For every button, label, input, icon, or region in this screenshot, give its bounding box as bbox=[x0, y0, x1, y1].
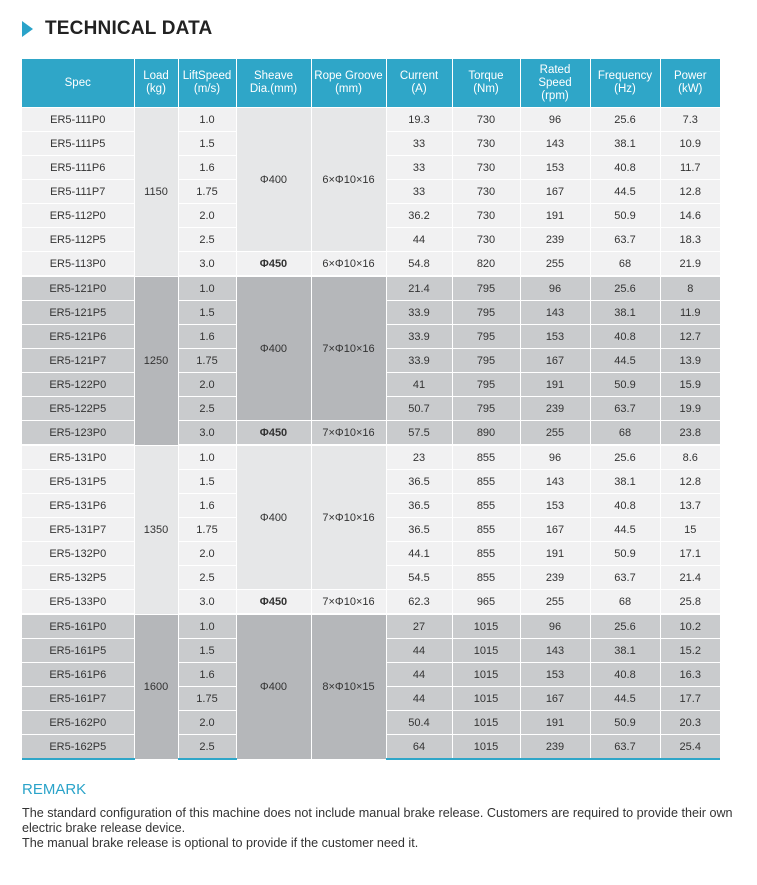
rated-speed-cell: 96 bbox=[520, 108, 590, 132]
load-cell: 1250 bbox=[134, 276, 178, 445]
torque-cell: 730 bbox=[452, 204, 520, 228]
frequency-cell: 40.8 bbox=[590, 494, 660, 518]
torque-cell: 795 bbox=[452, 373, 520, 397]
spec-cell: ER5-131P0 bbox=[22, 445, 134, 470]
power-cell: 19.9 bbox=[660, 397, 720, 421]
power-cell: 16.3 bbox=[660, 663, 720, 687]
lift-speed-cell: 1.75 bbox=[178, 518, 236, 542]
lift-speed-cell: 1.6 bbox=[178, 663, 236, 687]
frequency-cell: 50.9 bbox=[590, 711, 660, 735]
rated-speed-cell: 167 bbox=[520, 687, 590, 711]
rope-groove-cell: 7×Φ10×16 bbox=[311, 445, 386, 590]
sheave-cell: Φ450 bbox=[236, 421, 311, 446]
rope-groove-cell: 6×Φ10×16 bbox=[311, 252, 386, 277]
rated-speed-cell: 153 bbox=[520, 663, 590, 687]
current-cell: 33 bbox=[386, 132, 452, 156]
table-row bbox=[22, 445, 720, 470]
rope-groove-cell: 6×Φ10×16 bbox=[311, 108, 386, 252]
current-cell: 33.9 bbox=[386, 349, 452, 373]
sheave-cell: Φ400 bbox=[236, 108, 311, 252]
power-cell: 15.9 bbox=[660, 373, 720, 397]
frequency-cell: 38.1 bbox=[590, 639, 660, 663]
sheave-cell: Φ400 bbox=[236, 276, 311, 421]
col-header-rated-speed: Rated Speed (rpm) bbox=[520, 59, 590, 108]
table-row bbox=[22, 590, 720, 615]
frequency-cell: 44.5 bbox=[590, 518, 660, 542]
lift-speed-cell: 2.5 bbox=[178, 397, 236, 421]
lift-speed-cell: 1.75 bbox=[178, 687, 236, 711]
spec-cell: ER5-133P0 bbox=[22, 590, 134, 615]
table-body bbox=[22, 108, 720, 760]
rated-speed-cell: 96 bbox=[520, 614, 590, 639]
spec-cell: ER5-161P6 bbox=[22, 663, 134, 687]
power-cell: 15 bbox=[660, 518, 720, 542]
rated-speed-cell: 167 bbox=[520, 180, 590, 204]
current-cell: 33 bbox=[386, 156, 452, 180]
power-cell: 25.4 bbox=[660, 735, 720, 760]
rated-speed-cell: 167 bbox=[520, 518, 590, 542]
spec-cell: ER5-131P5 bbox=[22, 470, 134, 494]
frequency-cell: 40.8 bbox=[590, 325, 660, 349]
spec-cell: ER5-121P5 bbox=[22, 301, 134, 325]
table-row bbox=[22, 108, 720, 132]
power-cell: 7.3 bbox=[660, 108, 720, 132]
rated-speed-cell: 255 bbox=[520, 252, 590, 277]
current-cell: 54.8 bbox=[386, 252, 452, 277]
rated-speed-cell: 153 bbox=[520, 156, 590, 180]
rated-speed-cell: 191 bbox=[520, 373, 590, 397]
current-cell: 44 bbox=[386, 663, 452, 687]
load-cell: 1350 bbox=[134, 445, 178, 614]
sheave-cell: Φ400 bbox=[236, 614, 311, 759]
torque-cell: 855 bbox=[452, 494, 520, 518]
rope-groove-cell: 7×Φ10×16 bbox=[311, 590, 386, 615]
rated-speed-cell: 96 bbox=[520, 276, 590, 301]
spec-cell: ER5-161P7 bbox=[22, 687, 134, 711]
torque-cell: 855 bbox=[452, 518, 520, 542]
spec-cell: ER5-123P0 bbox=[22, 421, 134, 446]
lift-speed-cell: 1.5 bbox=[178, 301, 236, 325]
rated-speed-cell: 143 bbox=[520, 470, 590, 494]
rope-groove-cell: 8×Φ10×15 bbox=[311, 614, 386, 759]
power-cell: 10.2 bbox=[660, 614, 720, 639]
lift-speed-cell: 1.6 bbox=[178, 325, 236, 349]
power-cell: 8.6 bbox=[660, 445, 720, 470]
col-header-spec: Spec bbox=[22, 59, 134, 108]
current-cell: 36.2 bbox=[386, 204, 452, 228]
current-cell: 23 bbox=[386, 445, 452, 470]
current-cell: 50.4 bbox=[386, 711, 452, 735]
rated-speed-cell: 96 bbox=[520, 445, 590, 470]
power-cell: 12.8 bbox=[660, 180, 720, 204]
technical-data-table bbox=[22, 59, 720, 760]
section-header bbox=[22, 14, 212, 44]
lift-speed-cell: 2.5 bbox=[178, 228, 236, 252]
remark-text bbox=[22, 806, 734, 851]
frequency-cell: 50.9 bbox=[590, 373, 660, 397]
frequency-cell: 38.1 bbox=[590, 301, 660, 325]
torque-cell: 795 bbox=[452, 276, 520, 301]
sheave-cell: Φ450 bbox=[236, 590, 311, 615]
frequency-cell: 25.6 bbox=[590, 276, 660, 301]
page-title: TECHNICAL DATA bbox=[45, 18, 213, 39]
power-cell: 21.4 bbox=[660, 566, 720, 590]
spec-cell: ER5-161P5 bbox=[22, 639, 134, 663]
col-header-torque: Torque (Nm) bbox=[452, 59, 520, 108]
frequency-cell: 25.6 bbox=[590, 108, 660, 132]
torque-cell: 795 bbox=[452, 325, 520, 349]
table-row bbox=[22, 252, 720, 277]
rated-speed-cell: 239 bbox=[520, 566, 590, 590]
frequency-cell: 38.1 bbox=[590, 132, 660, 156]
load-cell: 1150 bbox=[134, 108, 178, 277]
remark-title: REMARK bbox=[22, 781, 87, 798]
current-cell: 36.5 bbox=[386, 494, 452, 518]
torque-cell: 965 bbox=[452, 590, 520, 615]
lift-speed-cell: 1.0 bbox=[178, 108, 236, 132]
spec-cell: ER5-131P6 bbox=[22, 494, 134, 518]
spec-cell: ER5-131P7 bbox=[22, 518, 134, 542]
load-cell: 1600 bbox=[134, 614, 178, 759]
rated-speed-cell: 255 bbox=[520, 590, 590, 615]
spec-cell: ER5-122P0 bbox=[22, 373, 134, 397]
current-cell: 62.3 bbox=[386, 590, 452, 615]
frequency-cell: 44.5 bbox=[590, 349, 660, 373]
frequency-cell: 63.7 bbox=[590, 397, 660, 421]
power-cell: 12.8 bbox=[660, 470, 720, 494]
lift-speed-cell: 2.0 bbox=[178, 542, 236, 566]
power-cell: 18.3 bbox=[660, 228, 720, 252]
frequency-cell: 38.1 bbox=[590, 470, 660, 494]
power-cell: 20.3 bbox=[660, 711, 720, 735]
lift-speed-cell: 2.5 bbox=[178, 735, 236, 760]
arrow-right-icon bbox=[22, 21, 33, 37]
power-cell: 14.6 bbox=[660, 204, 720, 228]
power-cell: 25.8 bbox=[660, 590, 720, 615]
col-header-sheave-diameter: Sheave Dia.(mm) bbox=[236, 59, 311, 108]
lift-speed-cell: 1.0 bbox=[178, 276, 236, 301]
sheave-cell: Φ400 bbox=[236, 445, 311, 590]
torque-cell: 730 bbox=[452, 156, 520, 180]
torque-cell: 730 bbox=[452, 108, 520, 132]
frequency-cell: 50.9 bbox=[590, 542, 660, 566]
current-cell: 50.7 bbox=[386, 397, 452, 421]
lift-speed-cell: 1.0 bbox=[178, 445, 236, 470]
col-header-power: Power (kW) bbox=[660, 59, 720, 108]
frequency-cell: 68 bbox=[590, 252, 660, 277]
col-header-frequency: Frequency (Hz) bbox=[590, 59, 660, 108]
table-header-row bbox=[22, 59, 720, 108]
current-cell: 21.4 bbox=[386, 276, 452, 301]
power-cell: 12.7 bbox=[660, 325, 720, 349]
rated-speed-cell: 239 bbox=[520, 397, 590, 421]
frequency-cell: 63.7 bbox=[590, 228, 660, 252]
current-cell: 33.9 bbox=[386, 325, 452, 349]
frequency-cell: 44.5 bbox=[590, 180, 660, 204]
spec-cell: ER5-111P7 bbox=[22, 180, 134, 204]
lift-speed-cell: 1.0 bbox=[178, 614, 236, 639]
current-cell: 33 bbox=[386, 180, 452, 204]
rated-speed-cell: 239 bbox=[520, 735, 590, 760]
power-cell: 11.9 bbox=[660, 301, 720, 325]
rated-speed-cell: 191 bbox=[520, 204, 590, 228]
current-cell: 41 bbox=[386, 373, 452, 397]
rated-speed-cell: 167 bbox=[520, 349, 590, 373]
lift-speed-cell: 3.0 bbox=[178, 590, 236, 615]
torque-cell: 795 bbox=[452, 349, 520, 373]
power-cell: 13.9 bbox=[660, 349, 720, 373]
lift-speed-cell: 1.75 bbox=[178, 180, 236, 204]
torque-cell: 730 bbox=[452, 180, 520, 204]
rated-speed-cell: 191 bbox=[520, 711, 590, 735]
rope-groove-cell: 7×Φ10×16 bbox=[311, 421, 386, 446]
lift-speed-cell: 1.5 bbox=[178, 132, 236, 156]
frequency-cell: 40.8 bbox=[590, 156, 660, 180]
rope-groove-cell: 7×Φ10×16 bbox=[311, 276, 386, 421]
lift-speed-cell: 2.0 bbox=[178, 711, 236, 735]
spec-cell: ER5-161P0 bbox=[22, 614, 134, 639]
lift-speed-cell: 1.6 bbox=[178, 156, 236, 180]
power-cell: 23.8 bbox=[660, 421, 720, 446]
rated-speed-cell: 191 bbox=[520, 542, 590, 566]
torque-cell: 1015 bbox=[452, 614, 520, 639]
lift-speed-cell: 2.0 bbox=[178, 373, 236, 397]
spec-cell: ER5-112P5 bbox=[22, 228, 134, 252]
spec-cell: ER5-121P0 bbox=[22, 276, 134, 301]
torque-cell: 730 bbox=[452, 132, 520, 156]
current-cell: 44 bbox=[386, 687, 452, 711]
frequency-cell: 25.6 bbox=[590, 614, 660, 639]
torque-cell: 1015 bbox=[452, 735, 520, 760]
current-cell: 54.5 bbox=[386, 566, 452, 590]
torque-cell: 795 bbox=[452, 397, 520, 421]
frequency-cell: 40.8 bbox=[590, 663, 660, 687]
torque-cell: 855 bbox=[452, 542, 520, 566]
power-cell: 8 bbox=[660, 276, 720, 301]
lift-speed-cell: 3.0 bbox=[178, 252, 236, 277]
frequency-cell: 50.9 bbox=[590, 204, 660, 228]
rated-speed-cell: 143 bbox=[520, 132, 590, 156]
current-cell: 36.5 bbox=[386, 518, 452, 542]
sheave-cell: Φ450 bbox=[236, 252, 311, 277]
current-cell: 64 bbox=[386, 735, 452, 760]
lift-speed-cell: 1.75 bbox=[178, 349, 236, 373]
current-cell: 44.1 bbox=[386, 542, 452, 566]
spec-cell: ER5-111P0 bbox=[22, 108, 134, 132]
lift-speed-cell: 3.0 bbox=[178, 421, 236, 446]
spec-cell: ER5-162P0 bbox=[22, 711, 134, 735]
spec-cell: ER5-122P5 bbox=[22, 397, 134, 421]
torque-cell: 1015 bbox=[452, 711, 520, 735]
torque-cell: 1015 bbox=[452, 663, 520, 687]
lift-speed-cell: 1.5 bbox=[178, 470, 236, 494]
table-row bbox=[22, 276, 720, 301]
power-cell: 11.7 bbox=[660, 156, 720, 180]
table-row bbox=[22, 421, 720, 446]
spec-cell: ER5-112P0 bbox=[22, 204, 134, 228]
lift-speed-cell: 1.5 bbox=[178, 639, 236, 663]
current-cell: 44 bbox=[386, 639, 452, 663]
col-header-lift-speed: LiftSpeed (m/s) bbox=[178, 59, 236, 108]
torque-cell: 795 bbox=[452, 301, 520, 325]
lift-speed-cell: 2.0 bbox=[178, 204, 236, 228]
torque-cell: 820 bbox=[452, 252, 520, 277]
frequency-cell: 63.7 bbox=[590, 566, 660, 590]
torque-cell: 1015 bbox=[452, 639, 520, 663]
spec-cell: ER5-132P0 bbox=[22, 542, 134, 566]
torque-cell: 855 bbox=[452, 470, 520, 494]
rated-speed-cell: 239 bbox=[520, 228, 590, 252]
frequency-cell: 68 bbox=[590, 421, 660, 446]
current-cell: 27 bbox=[386, 614, 452, 639]
table-row bbox=[22, 614, 720, 639]
current-cell: 57.5 bbox=[386, 421, 452, 446]
rated-speed-cell: 143 bbox=[520, 301, 590, 325]
remark-line: The standard configuration of this machine does not include manual brake release. Customers are required to provide their own electric brake release device. bbox=[22, 806, 733, 835]
spec-cell: ER5-111P5 bbox=[22, 132, 134, 156]
col-header-current: Current (A) bbox=[386, 59, 452, 108]
power-cell: 15.2 bbox=[660, 639, 720, 663]
current-cell: 44 bbox=[386, 228, 452, 252]
frequency-cell: 63.7 bbox=[590, 735, 660, 760]
rated-speed-cell: 153 bbox=[520, 494, 590, 518]
torque-cell: 890 bbox=[452, 421, 520, 446]
frequency-cell: 68 bbox=[590, 590, 660, 615]
rated-speed-cell: 255 bbox=[520, 421, 590, 446]
torque-cell: 855 bbox=[452, 445, 520, 470]
spec-cell: ER5-162P5 bbox=[22, 735, 134, 760]
spec-cell: ER5-111P6 bbox=[22, 156, 134, 180]
frequency-cell: 44.5 bbox=[590, 687, 660, 711]
power-cell: 21.9 bbox=[660, 252, 720, 277]
col-header-load: Load (kg) bbox=[134, 59, 178, 108]
spec-cell: ER5-121P7 bbox=[22, 349, 134, 373]
torque-cell: 730 bbox=[452, 228, 520, 252]
power-cell: 10.9 bbox=[660, 132, 720, 156]
spec-cell: ER5-121P6 bbox=[22, 325, 134, 349]
current-cell: 19.3 bbox=[386, 108, 452, 132]
col-header-rope-groove: Rope Groove (mm) bbox=[311, 59, 386, 108]
rated-speed-cell: 143 bbox=[520, 639, 590, 663]
power-cell: 17.7 bbox=[660, 687, 720, 711]
remark-line: The manual brake release is optional to provide if the customer need it. bbox=[22, 836, 419, 850]
power-cell: 13.7 bbox=[660, 494, 720, 518]
current-cell: 33.9 bbox=[386, 301, 452, 325]
lift-speed-cell: 1.6 bbox=[178, 494, 236, 518]
torque-cell: 855 bbox=[452, 566, 520, 590]
frequency-cell: 25.6 bbox=[590, 445, 660, 470]
spec-cell: ER5-113P0 bbox=[22, 252, 134, 277]
lift-speed-cell: 2.5 bbox=[178, 566, 236, 590]
torque-cell: 1015 bbox=[452, 687, 520, 711]
spec-cell: ER5-132P5 bbox=[22, 566, 134, 590]
current-cell: 36.5 bbox=[386, 470, 452, 494]
power-cell: 17.1 bbox=[660, 542, 720, 566]
rated-speed-cell: 153 bbox=[520, 325, 590, 349]
